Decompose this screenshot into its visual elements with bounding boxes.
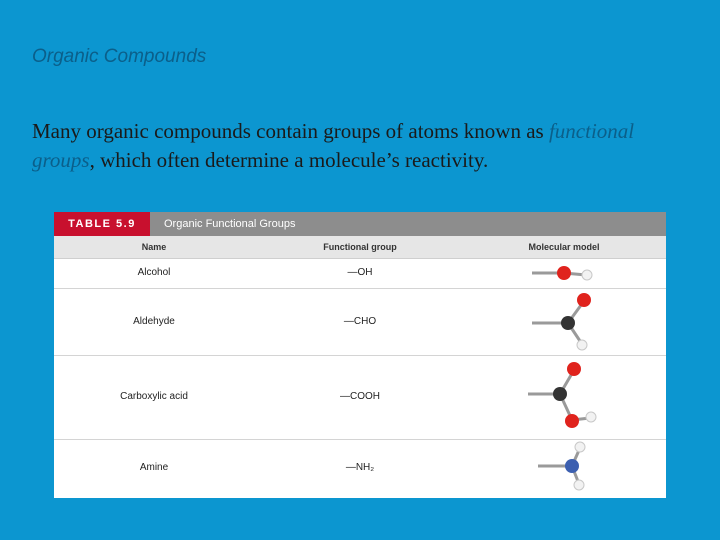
slide-body-text: [32, 117, 702, 175]
functional-groups-table: [54, 212, 666, 498]
table-row: [54, 440, 666, 498]
table-row: [54, 259, 666, 289]
row-name: Aldehyde: [133, 316, 175, 327]
row-functional-group: —NH₂: [345, 462, 375, 473]
table-column-headers: [54, 236, 666, 259]
body-text-part-2: , which often determine a molecule’s reactivity.: [89, 148, 489, 172]
aldehyde-model-icon: [524, 289, 624, 355]
column-header-molecular-model: Molecular model: [528, 242, 600, 252]
row-name: Carboxylic acid: [120, 391, 188, 402]
amine-model-icon: [524, 440, 624, 498]
column-header-name: Name: [141, 242, 167, 252]
row-name: Alcohol: [137, 267, 171, 278]
row-functional-group: —COOH: [340, 391, 380, 402]
table-number-tag: TABLE 5.9: [54, 212, 150, 236]
carboxylic-acid-model-icon: [524, 356, 624, 439]
body-text-emphasis: functional groups: [32, 119, 635, 172]
table-title: Organic Functional Groups: [164, 218, 296, 230]
table-header-bar: [54, 212, 666, 236]
body-text-part-1: Many organic compounds contain groups of atoms known as: [32, 119, 549, 143]
column-header-functional-group: Functional group: [323, 242, 397, 252]
alcohol-model-icon: [524, 259, 624, 288]
table-row: [54, 289, 666, 356]
table-row: [54, 356, 666, 440]
slide-title: Organic Compounds: [32, 46, 207, 67]
row-functional-group: —CHO: [343, 316, 377, 327]
row-name: Amine: [139, 462, 169, 473]
row-functional-group: —OH: [347, 267, 373, 278]
